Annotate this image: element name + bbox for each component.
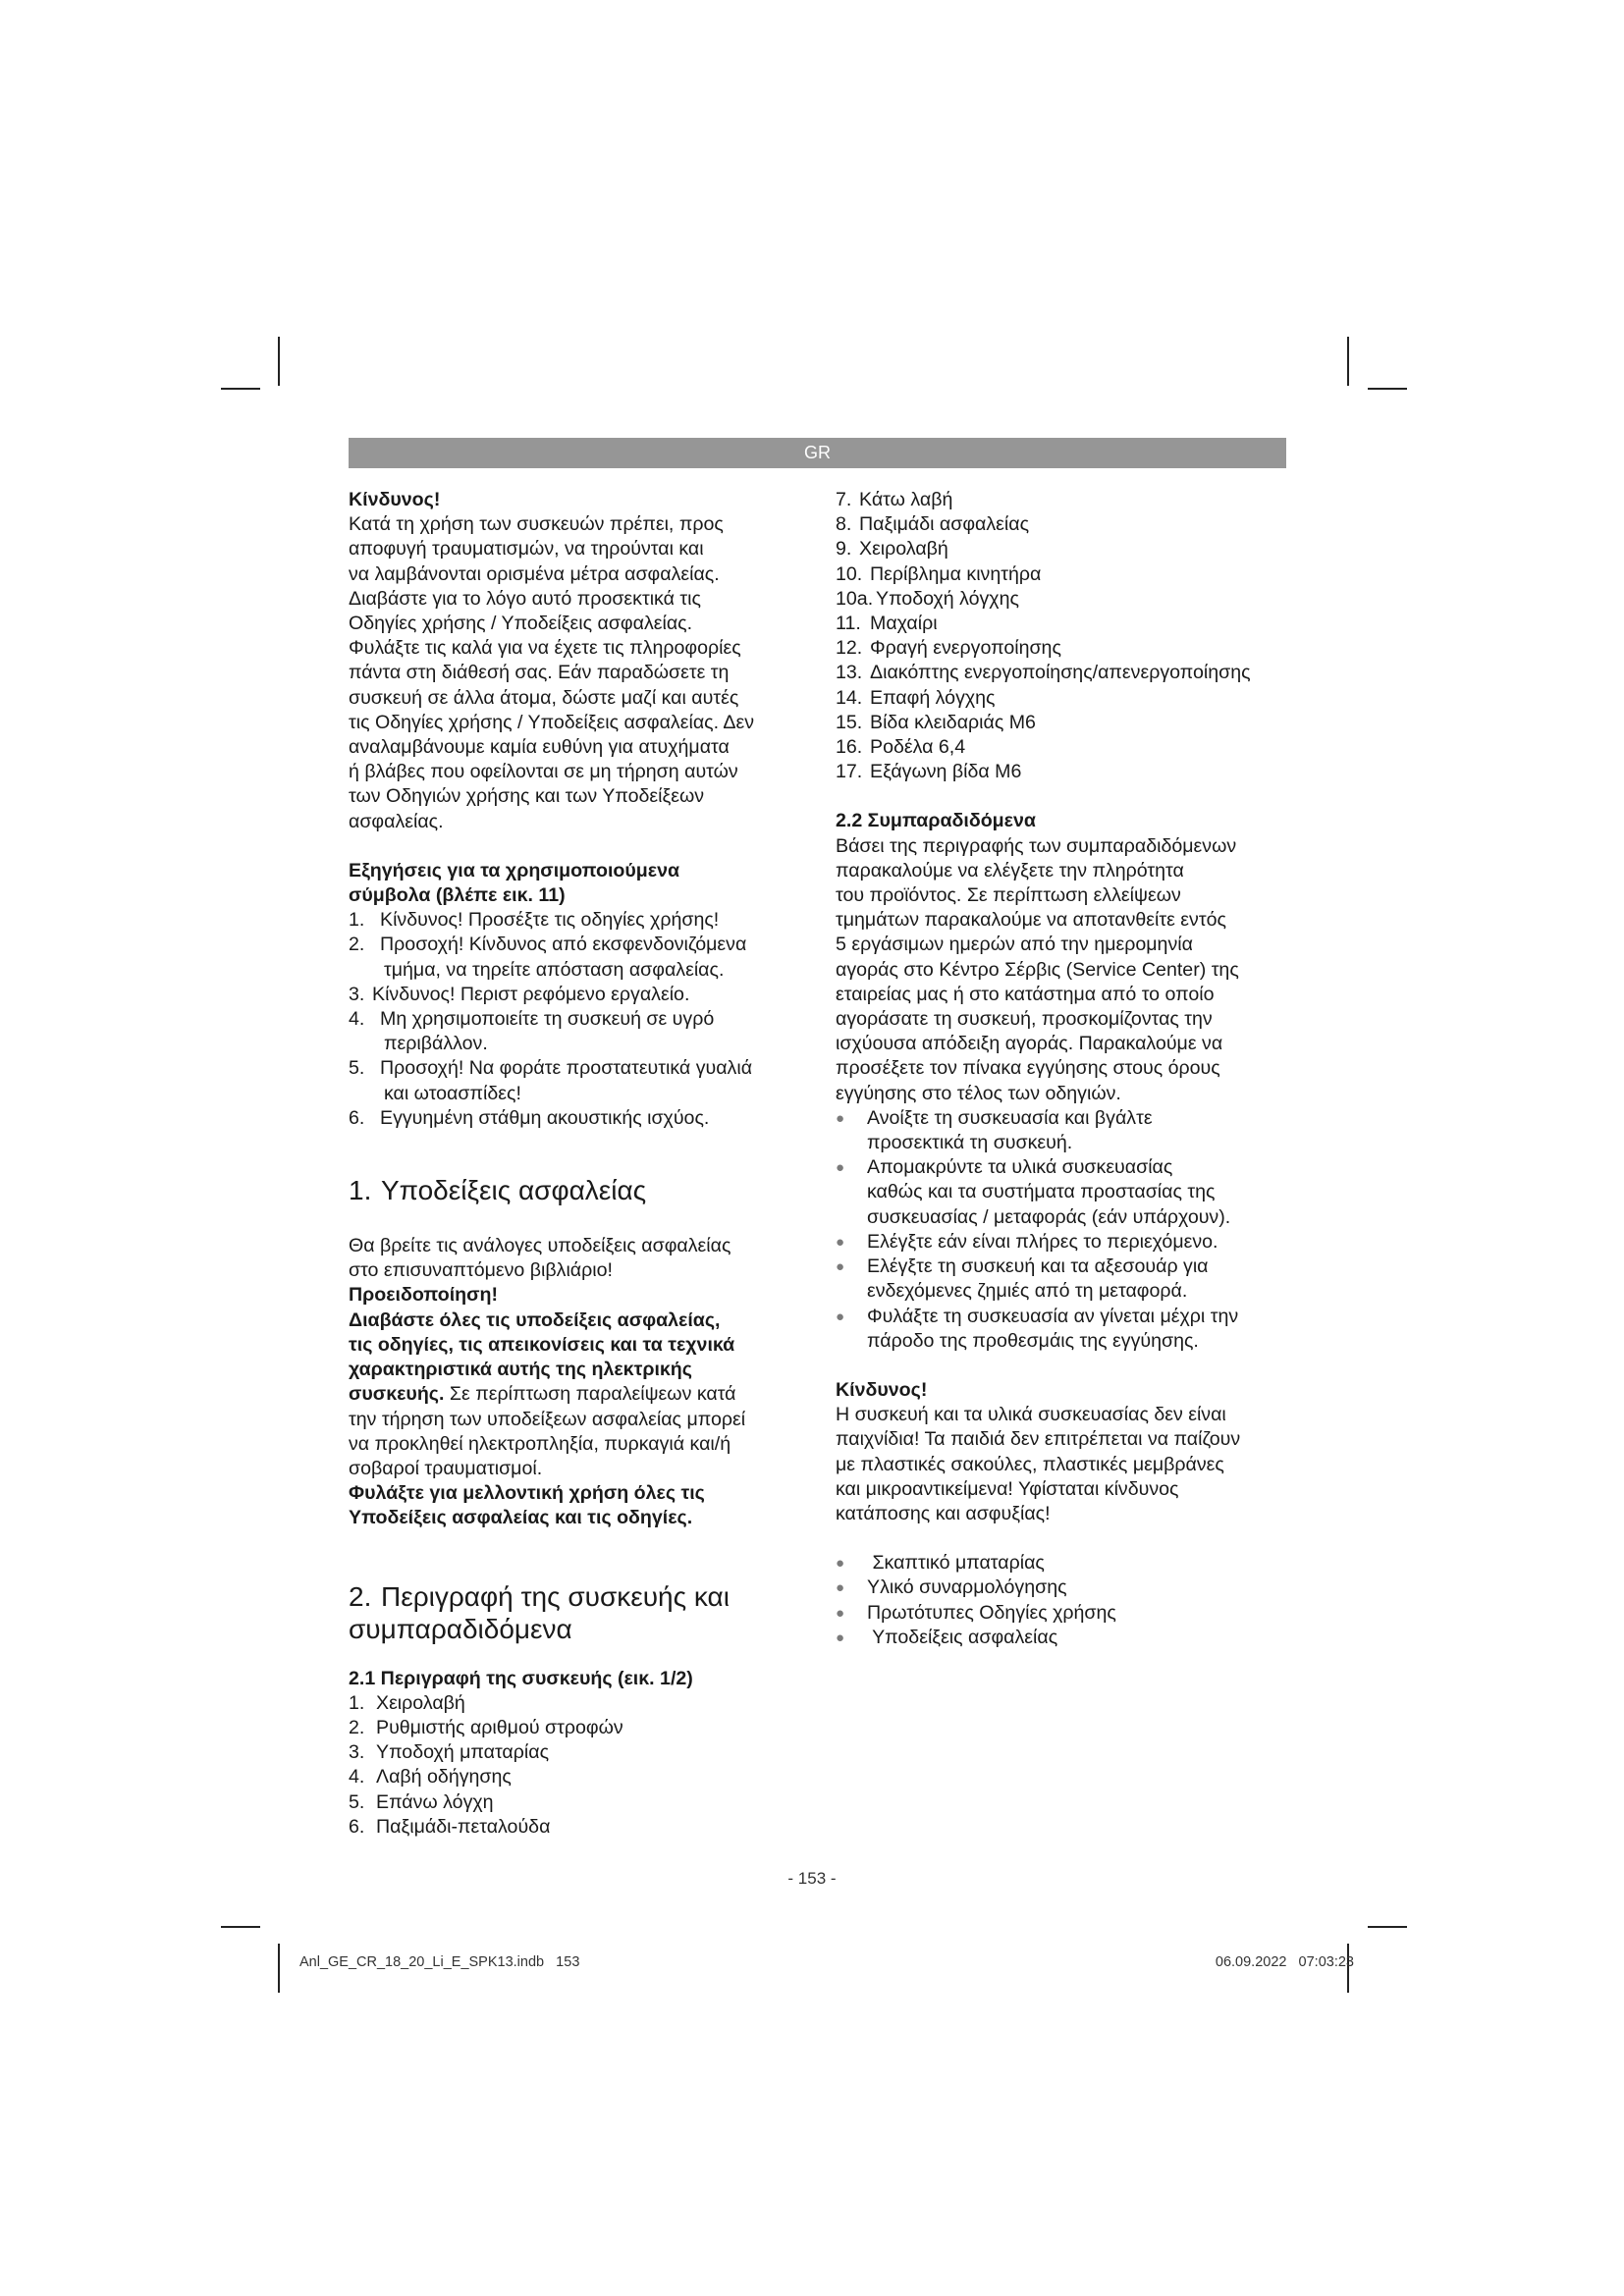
list-item: 3. Υποδοχή μπαταρίας [349, 1741, 550, 1764]
text-line: Φυλάξτε τις καλά για να έχετε τις πληροφορίες [349, 637, 741, 660]
text-line: σοβαροί τραυματισμοί. [349, 1457, 543, 1479]
unpacking-list [836, 1106, 1297, 1354]
text-line: με πλαστικές σακούλες, πλαστικές μεμβράνες [836, 1453, 1224, 1475]
text-line: Διαβάστε για το λόγο αυτό προσεκτικά τις [349, 587, 701, 610]
list-item: 15. Βίδα κλειδαριάς M6 [836, 711, 1036, 733]
crop-mark [278, 1944, 280, 1993]
text-line: στο επισυναπτόμενο βιβλιάριο! [349, 1259, 613, 1282]
parts-list-continued [836, 488, 1297, 784]
page-number: - 153 - [787, 1869, 837, 1888]
text-line: Κατά τη χρήση των συσκευών πρέπει, προς [349, 513, 724, 536]
danger-text [349, 512, 805, 834]
left-column [349, 488, 805, 1840]
list-item: ● Υλικό συναρμολόγησης [836, 1575, 1297, 1600]
list-item: 10. Περίβλημα κινητήρα [836, 562, 1042, 585]
bullet-icon: ● [836, 1555, 845, 1573]
text-line: τμημάτων παρακαλούμε να αποτανθείτε εντός [836, 909, 1226, 932]
bullet-icon: ● [836, 1233, 845, 1251]
scope-text [836, 834, 1297, 1106]
text-line: Θα βρείτε τις ανάλογες υποδείξεις ασφαλείας [349, 1235, 731, 1257]
text-line: κατάποσης και ασφυξίας! [836, 1502, 1051, 1524]
danger-text [836, 1403, 1297, 1526]
list-item: 6. Εγγυημένη στάθμη ακουστικής ισχύος. [349, 1106, 710, 1129]
crop-mark [1368, 1926, 1407, 1928]
list-item: ● Υποδείξεις ασφαλείας [836, 1626, 1297, 1650]
list-item: 2. Προσοχή! Κίνδυνος από εκσφενδονιζόμενα τμήμα, να τηρείτε απόσταση ασφαλείας. [349, 934, 747, 981]
section-heading: 2. Περιγραφή της συσκευής και [349, 1580, 730, 1612]
crop-mark [221, 388, 260, 390]
right-column [836, 488, 1297, 1650]
text-line: συσκευή σε άλλα άτομα, δώστε μαζί και αυτές [349, 686, 739, 709]
list-item: 5. Προσοχή! Να φοράτε προστατευτικά γυαλιά και ωτοασπίδες! [349, 1057, 753, 1104]
footer-timestamp: 06.09.2022 07:03:23 [1215, 1954, 1354, 1970]
text-line: χαρακτηριστικά αυτής της ηλεκτρικής [349, 1359, 692, 1381]
text-line: παιχνίδια! Τα παιδιά δεν επιτρέπεται να παίζουν [836, 1428, 1241, 1451]
list-item: ● Ελέγξτε τη συσκευή και τα αξεσουάρ για ενδεχόμενες ζημιές από τη μεταφορά. [836, 1255, 1297, 1304]
text-line: και μικροαντικείμενα! Υφίσταται κίνδυνος [836, 1477, 1179, 1500]
list-item: ● Ελέγξτε εάν είναι πλήρες το περιεχόμενο. [836, 1230, 1297, 1255]
text-line: Η συσκευή και τα υλικά συσκευασίας δεν είναι [836, 1404, 1226, 1426]
language-code: GR [804, 443, 831, 462]
bullet-icon: ● [836, 1604, 845, 1622]
list-item: ● Φυλάξτε τη συσκευασία αν γίνεται μέχρι την πάροδο της προθεσμάις της εγγύησης. [836, 1305, 1297, 1354]
list-item: 1. Κίνδυνος! Προσέξτε τις οδηγίες χρήσης! [349, 909, 720, 932]
text-line: εγγύησης στο τέλος των οδηγιών. [836, 1082, 1121, 1104]
crop-mark [1347, 337, 1349, 386]
list-item: 6. Παξιμάδι-πεταλούδα [349, 1815, 551, 1838]
list-item: 8. Παξιμάδι ασφαλείας [836, 513, 1030, 536]
list-item: 16. Ροδέλα 6,4 [836, 736, 966, 759]
list-item: 4. Μη χρησιμοποιείτε τη συσκευή σε υγρό περιβάλλον. [349, 1008, 715, 1055]
bullet-icon: ● [836, 1258, 845, 1276]
language-header-bar [349, 438, 1286, 468]
list-item: 4. Λαβή οδήγησης [349, 1766, 512, 1789]
symbols-heading: Εξηγήσεις για τα χρησιμοποιούμενα [349, 859, 680, 881]
text-line: συσκευής. Σε περίπτωση παραλείψεων κατά [349, 1383, 736, 1406]
text-line: τις οδηγίες, τις απεικονίσεις και τα τεχνικά [349, 1333, 735, 1356]
list-item: 5. Επάνω λόγχη [349, 1790, 494, 1813]
list-item: ● Ανοίξτε τη συσκευασία και βγάλτε προσεκτικά τη συσκευή. [836, 1106, 1297, 1155]
warning-heading: Προειδοποίηση! [349, 1284, 499, 1307]
parts-list [349, 1691, 805, 1840]
text-line: αναλαμβάνουμε καμία ευθύνη για ατυχήματα [349, 736, 730, 759]
list-item: 13. Διακόπτης ενεργοποίησης/απενεργοποίησης [836, 662, 1251, 684]
bullet-icon: ● [836, 1159, 845, 1177]
text-line: αποφυγή τραυματισμών, να τηρούνται και [349, 538, 704, 561]
footer-filename: Anl_GE_CR_18_20_Li_E_SPK13.indb 153 [299, 1954, 580, 1970]
list-item: 17. Εξάγωνη βίδα M6 [836, 761, 1022, 783]
list-item: 1. Χειρολαβή [349, 1691, 465, 1714]
list-item: 14. Επαφή λόγχης [836, 686, 996, 709]
list-item: ● Απομακρύντε τα υλικά συσκευασίας καθώς και τα συστήματα προστασίας της συσκευασίας / μεταφοράς (εάν υπάρχουν). [836, 1155, 1297, 1230]
text-line: αγοράς στο Κέντρο Σέρβις (Service Center) της [836, 958, 1239, 981]
text-line: να προκληθεί ηλεκτροπληξία, πυρκαγιά και/ή [349, 1432, 731, 1455]
danger-heading: Κίνδυνος! [349, 489, 441, 510]
text-line: του προϊόντος. Σε περίπτωση ελλείψεων [836, 884, 1181, 907]
list-item: 7. Κάτω λαβή [836, 489, 953, 510]
list-item: ● Σκαπτικό μπαταρίας [836, 1551, 1297, 1575]
text-line: τις Οδηγίες χρήσης / Υποδείξεις ασφαλείας. Δεν [349, 711, 755, 733]
bullet-icon: ● [836, 1109, 845, 1127]
contents-list [836, 1551, 1297, 1650]
list-item: 3. Κίνδυνος! Περιστ ρεφόμενο εργαλείο. [349, 983, 690, 1005]
section-heading: 1. Υποδείξεις ασφαλείας [349, 1175, 647, 1206]
text-line: ή βλάβες που οφείλονται σε μη τήρηση αυτών [349, 761, 738, 783]
list-item: 11. Μαχαίρι [836, 613, 938, 635]
list-item: 2. Ρυθμιστής αριθμού στροφών [349, 1716, 623, 1738]
text-line: Φυλάξτε για μελλοντική χρήση όλες τις [349, 1482, 705, 1505]
crop-mark [1368, 388, 1407, 390]
text-line: ασφαλείας. [349, 810, 444, 832]
list-item: ● Πρωτότυπες Οδηγίες χρήσης [836, 1601, 1297, 1626]
subsection-heading: 2.2 Συμπαραδιδόμενα [836, 810, 1036, 832]
crop-mark [278, 337, 280, 386]
subsection-heading: 2.1 Περιγραφή της συσκευής (εικ. 1/2) [349, 1667, 693, 1689]
bullet-icon: ● [836, 1308, 845, 1325]
text-line: Βάσει της περιγραφής των συμπαραδιδόμενων [836, 834, 1237, 857]
danger-heading: Κίνδυνος! [836, 1378, 928, 1401]
text-line: 5 εργάσιμων ημερών από την ημερομηνία [836, 934, 1193, 956]
text-line: Υποδείξεις ασφαλείας και τις οδηγίες. [349, 1507, 693, 1529]
text-line: Οδηγίες χρήσης / Υποδείξεις ασφαλείας. [349, 613, 693, 635]
section-heading-cont: συμπαραδιδόμενα [349, 1613, 572, 1644]
text-line: προσέξετε τον πίνακα εγγύησης στους όρους [836, 1057, 1220, 1080]
text-line: να λαμβάνονται ορισμένα μέτρα ασφαλείας. [349, 562, 720, 585]
text-line: εταιρείας μας ή στο κατάστημα από το οποίο [836, 983, 1215, 1005]
symbols-heading: σύμβολα (βλέπε εικ. 11) [349, 884, 566, 907]
text-line: αγοράσατε τη συσκευή, προσκομίζοντας την [836, 1008, 1213, 1031]
text-line: πάντα στη διάθεσή σας. Εάν παραδώσετε τη [349, 662, 730, 684]
crop-mark [221, 1926, 260, 1928]
list-item: 12. Φραγή ενεργοποίησης [836, 637, 1061, 660]
text-line: την τήρηση των υποδείξεων ασφαλείας μπορεί [349, 1408, 746, 1430]
text-line: παρακαλούμε να ελέγξετε την πληρότητα [836, 859, 1184, 881]
list-item: 10a. Υποδοχή λόγχης [836, 587, 1019, 610]
bullet-icon: ● [836, 1579, 845, 1597]
list-item: 9. Χειρολαβή [836, 538, 948, 561]
bullet-icon: ● [836, 1629, 845, 1646]
symbols-list [349, 908, 805, 1131]
text-line: Διαβάστε όλες τις υποδείξεις ασφαλείας, [349, 1308, 721, 1331]
text-line: ισχύουσα απόδειξη αγοράς. Παρακαλούμε να [836, 1033, 1223, 1055]
text-line: των Οδηγιών χρήσης και των Υποδείξεων [349, 785, 705, 808]
